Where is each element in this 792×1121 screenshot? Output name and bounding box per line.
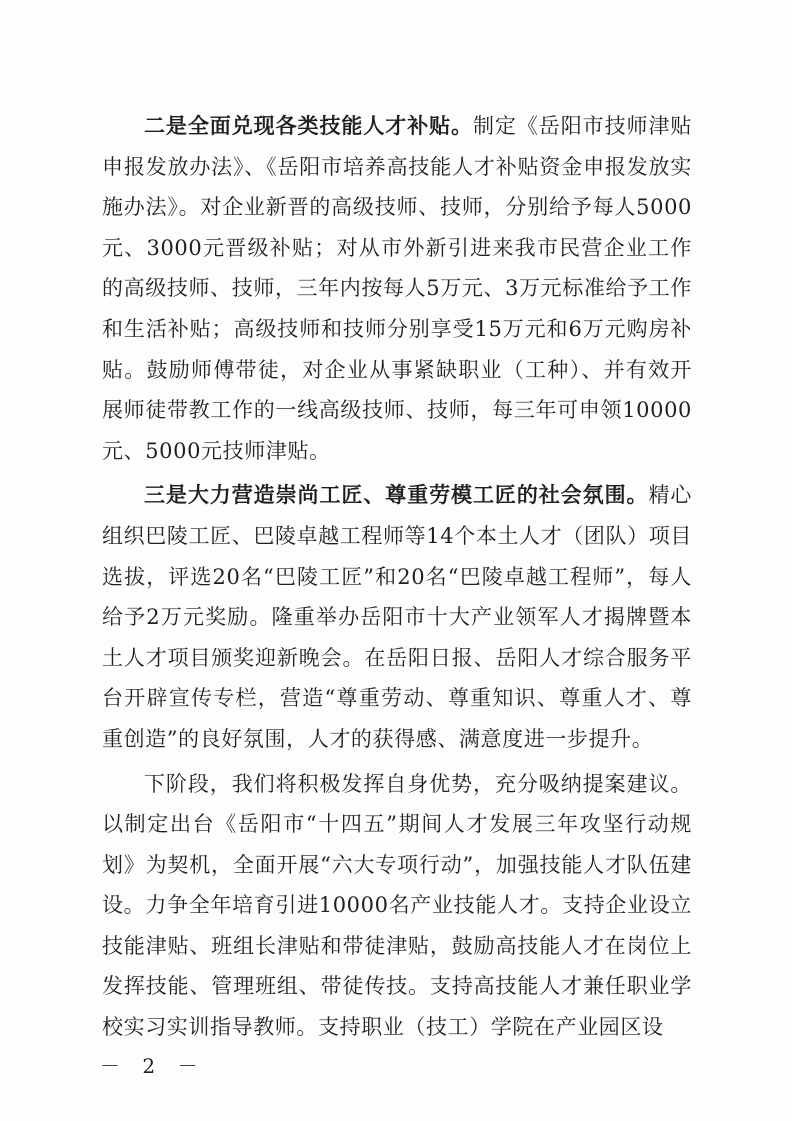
paragraph-lead: 三是大力营造崇尚工匠、尊重劳模工匠的社会氛围。 <box>144 482 649 508</box>
paragraph-craftsman-atmosphere <box>102 475 692 759</box>
paragraph-text: 下阶段，我们将积极发挥自身优势，充分吸纳提案建议。以制定出台《岳阳市“十四五”期间人才发展三年攻坚行动规划》为契机，全面开展“六大专项行动”，加强技能人才队伍建设。力争全年培育引进10000名产业技能人才。支持企业设立技能津贴、班组长津贴和带徒津贴，鼓励高技能人才在岗位上发挥技能、管理班组、带徒传技。支持高技能人才兼任职业学校实习实训指导教师。支持职业（技工）学院在产业园区设 <box>102 771 692 1040</box>
paragraph-text: 精心组织巴陵工匠、巴陵卓越工程师等14个本土人才（团队）项目选拔，评选20名“巴陵工匠”和20名“巴陵卓越工程师”，每人给予2万元奖励。隆重举办岳阳市十大产业领军人才揭牌暨本土人才项目颁奖迎新晚会。在岳阳日报、岳阳人才综合服务平台开辟宣传专栏，营造“尊重劳动、尊重知识、尊重人才、尊重创造”的良好氛围，人才的获得感、满意度进一步提升。 <box>102 483 692 751</box>
page-number: － 2 － <box>100 1054 206 1078</box>
paragraph-skill-subsidy <box>102 106 692 471</box>
paragraph-next-stage <box>102 764 692 1048</box>
paragraph-lead: 二是全面兑现各类技能人才补贴。 <box>144 113 473 138</box>
body-text <box>102 106 692 1052</box>
paragraph-text: 制定《岳阳市技师津贴申报发放办法》、《岳阳市培养高技能人才补贴资金申报发放实施办法》。对企业新晋的高级技师、技师，分别给予每人5000元、3000元晋级补贴；对从市外新引进来我市民营企业工作的高级技师、技师，三年内按每人5万元、3万元标准给予工作和生活补贴；高级技师和技师分别享受15万元和6万元购房补贴。鼓励师傅带徒，对企业从事紧缺职业（工种）、并有效开展师徒带教工作的一线高级技师、技师，每三年可申领10000元、5000元技师津贴。 <box>102 114 692 463</box>
